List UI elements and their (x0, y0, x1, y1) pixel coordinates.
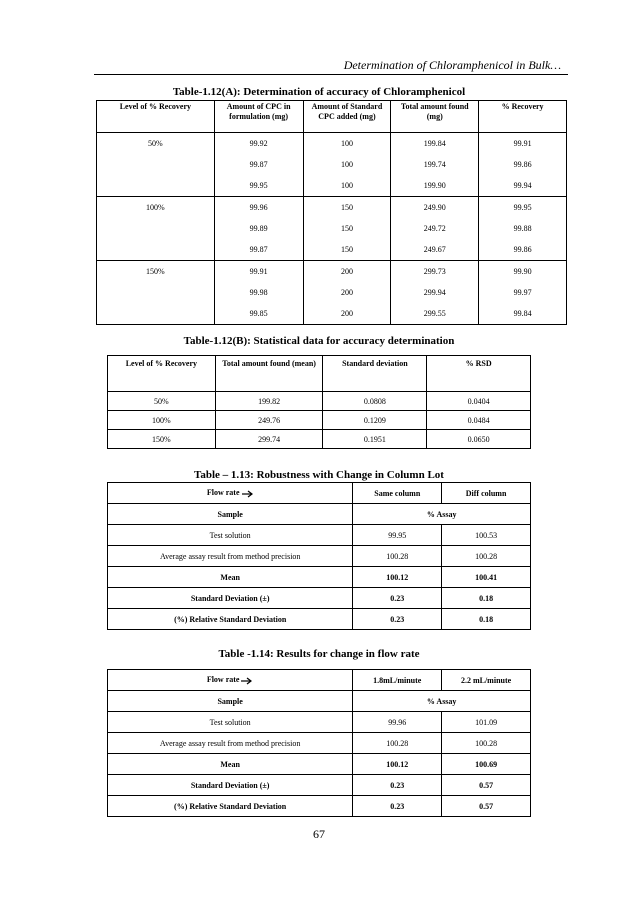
table-cell: 299.74 (215, 430, 323, 449)
header-cell: Same column (353, 483, 442, 504)
added-cell: 150 150 150 (303, 197, 391, 261)
assay-cell: % Assay (353, 691, 531, 712)
header-cell: Amount of Standard CPC added (mg) (303, 101, 391, 133)
formulation-cell: 99.91 99.98 99.85 (214, 261, 303, 325)
table-cell: (%) Relative Standard Deviation (108, 796, 353, 817)
table-cell: 199.82 (215, 392, 323, 411)
found-cell: 249.90 249.72 249.67 (391, 197, 479, 261)
added-cell: 100 100 100 (303, 133, 391, 197)
flow-rate-table (107, 669, 531, 817)
flow-rate-cell: Flow rate (108, 670, 353, 691)
table-cell: (%) Relative Standard Deviation (108, 609, 353, 630)
table-header-row (108, 356, 531, 392)
table-cell: Average assay result from method precision (108, 546, 353, 567)
table2-caption: Table-1.12(B): Statistical data for accuracy determination (183, 335, 455, 347)
level-cell: 50% (97, 133, 215, 197)
table-cell: 0.0404 (427, 392, 531, 411)
table-header-row (108, 483, 531, 504)
table-cell: Test solution (108, 525, 353, 546)
table-cell: 100.12 (353, 567, 442, 588)
table-cell: Standard Deviation (±) (108, 588, 353, 609)
header-cell: 2.2 mL/minute (442, 670, 531, 691)
level-cell: 150% (97, 261, 215, 325)
arrow-right-icon (241, 677, 253, 685)
table-row (108, 525, 531, 546)
header-cell: Total amount found (mean) (215, 356, 323, 392)
table-row (108, 712, 531, 733)
page-number: 67 (313, 827, 325, 841)
accuracy-table (96, 100, 567, 325)
formulation-cell: 99.92 99.87 99.95 (214, 133, 303, 197)
table-row (108, 796, 531, 817)
table-cell: 150% (108, 430, 216, 449)
table-cell: 100.28 (442, 546, 531, 567)
recovery-cell: 99.91 99.86 99.94 (479, 133, 567, 197)
table-row (108, 392, 531, 411)
table-cell: 249.76 (215, 411, 323, 430)
table-cell: 0.0650 (427, 430, 531, 449)
table-row (97, 133, 567, 197)
running-header: Determination of Chloramphenicol in Bulk… (343, 58, 561, 72)
header-cell: Level of % Recovery (97, 101, 215, 133)
recovery-cell: 99.95 99.88 99.86 (479, 197, 567, 261)
sample-cell: Sample (108, 691, 353, 712)
table-cell: Average assay result from method precision (108, 733, 353, 754)
arrow-right-icon (242, 490, 254, 498)
table-cell: 0.23 (353, 775, 442, 796)
table-cell: 0.1209 (323, 411, 427, 430)
table-cell: 0.23 (353, 796, 442, 817)
table-row (108, 775, 531, 796)
table1-caption: Table-1.12(A): Determination of accuracy of Chloramphenicol (172, 86, 466, 98)
table-cell: 0.0808 (323, 392, 427, 411)
table-row (108, 733, 531, 754)
table-row (108, 430, 531, 449)
header-rule (94, 74, 568, 75)
header-cell: Level of % Recovery (108, 356, 216, 392)
table-cell: 0.1951 (323, 430, 427, 449)
table-header-row (97, 101, 567, 133)
table-cell: 99.96 (353, 712, 442, 733)
statistics-table (107, 355, 531, 449)
table-cell: 0.57 (442, 796, 531, 817)
table-row (108, 691, 531, 712)
table-cell: 100% (108, 411, 216, 430)
header-cell: Amount of CPC in formulation (mg) (214, 101, 303, 133)
table-cell: 100.28 (353, 546, 442, 567)
table-cell: 100.28 (442, 733, 531, 754)
sample-cell: Sample (108, 504, 353, 525)
recovery-cell: 99.90 99.97 99.84 (479, 261, 567, 325)
header-cell: Standard deviation (323, 356, 427, 392)
table3-caption: Table – 1.13: Robustness with Change in Column Lot (194, 469, 444, 481)
table-row (108, 504, 531, 525)
header-cell: Diff column (442, 483, 531, 504)
flow-rate-cell: Flow rate (108, 483, 353, 504)
table-row (97, 197, 567, 261)
table-cell: 0.23 (353, 588, 442, 609)
table-cell: Mean (108, 754, 353, 775)
table-row (108, 411, 531, 430)
level-cell: 100% (97, 197, 215, 261)
table-cell: 100.41 (442, 567, 531, 588)
table-row (108, 567, 531, 588)
added-cell: 200 200 200 (303, 261, 391, 325)
header-cell: 1.8mL/minute (353, 670, 442, 691)
table-cell: 0.18 (442, 588, 531, 609)
column-lot-table (107, 482, 531, 630)
table-cell: 100.12 (353, 754, 442, 775)
table-cell: 0.0484 (427, 411, 531, 430)
formulation-cell: 99.96 99.89 99.87 (214, 197, 303, 261)
found-cell: 299.73 299.94 299.55 (391, 261, 479, 325)
header-cell: % Recovery (479, 101, 567, 133)
header-cell: Total amount found (mg) (391, 101, 479, 133)
table-cell: 99.95 (353, 525, 442, 546)
table-cell: 0.18 (442, 609, 531, 630)
table-row (97, 261, 567, 325)
table-cell: 101.09 (442, 712, 531, 733)
table-cell: 0.57 (442, 775, 531, 796)
table-cell: Mean (108, 567, 353, 588)
table-row (108, 609, 531, 630)
table-header-row (108, 670, 531, 691)
assay-cell: % Assay (353, 504, 531, 525)
table-cell: 50% (108, 392, 216, 411)
table-cell: Standard Deviation (±) (108, 775, 353, 796)
found-cell: 199.84 199.74 199.90 (391, 133, 479, 197)
table-row (108, 754, 531, 775)
table4-caption: Table -1.14: Results for change in flow rate (218, 648, 420, 660)
table-row (108, 546, 531, 567)
table-cell: 0.23 (353, 609, 442, 630)
table-row (108, 588, 531, 609)
table-cell: Test solution (108, 712, 353, 733)
header-cell: % RSD (427, 356, 531, 392)
table-cell: 100.53 (442, 525, 531, 546)
table-cell: 100.28 (353, 733, 442, 754)
table-cell: 100.69 (442, 754, 531, 775)
